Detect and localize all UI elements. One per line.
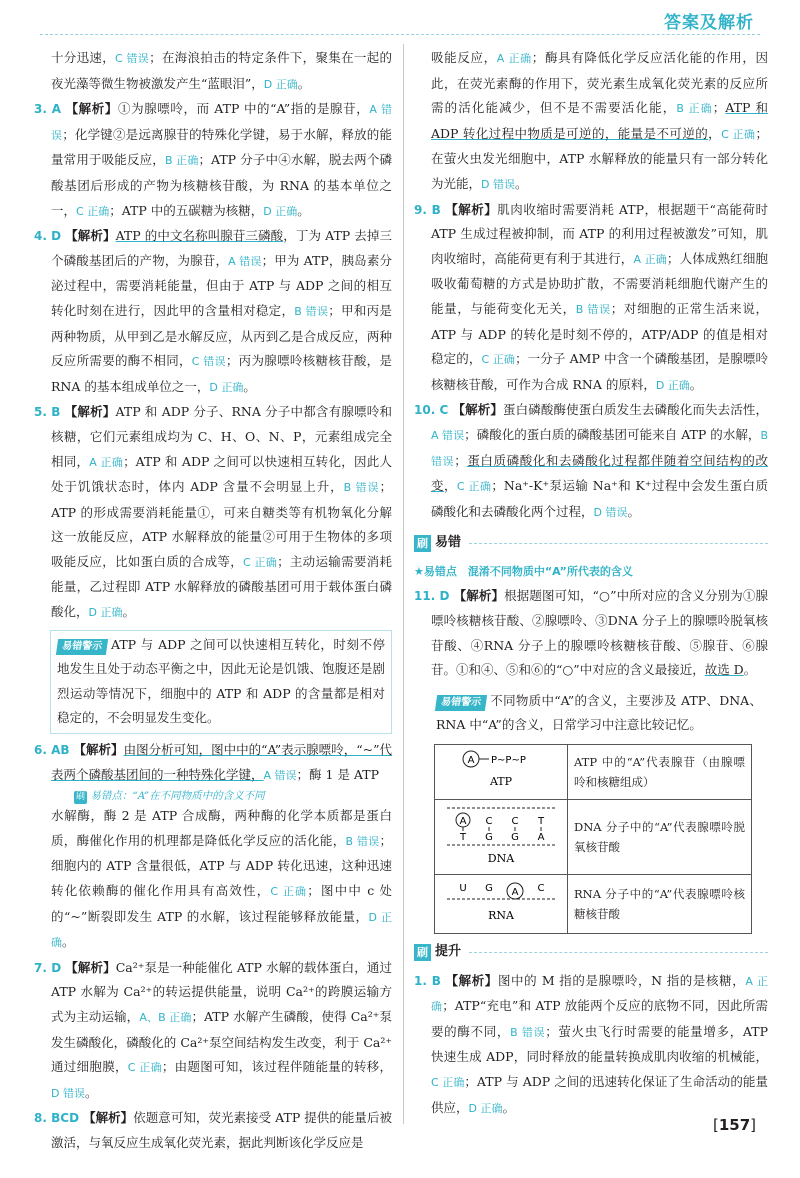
- svg-text:A: A: [511, 887, 519, 899]
- column-divider: [403, 44, 404, 1124]
- header-title: 答案及解析: [664, 13, 754, 33]
- svg-text:U: U: [459, 883, 467, 895]
- answer-6: 6. AB 【解析】由图分析可知，图中中的“A”表示腺嘌呤，“~”代表两个磷酸基团间的一种特殊化学键，A 错误；酶 1 是 ATP: [34, 742, 392, 782]
- right-column: [414, 46, 768, 1121]
- table-cell: ATP 中的“A”代表腺苷（由腺嘌呤和核糖组成）: [568, 745, 752, 800]
- a-meaning-table: [434, 744, 752, 934]
- header-divider: [40, 34, 760, 35]
- table-cell: DNA 分子中的“A”代表腺嘌呤脱氧核苷酸: [568, 800, 752, 875]
- table-row: [435, 745, 752, 800]
- answer-11: 11. D 【解析】根据题图可知，“○”中所对应的含义分别为①腺嘌呤核糖核苷酸、②腺嘌呤、③DNA 分子上的腺嘌呤脱氧核苷酸、④RNA 分子上的腺嘌呤核糖核苷酸、⑤腺苷、⑥腺苷。①和④、⑤和⑥的“○”中对应的含义最接近，故选 D。: [414, 588, 768, 678]
- svg-text:A: A: [467, 755, 475, 767]
- answer-improve-1: 1. B 【解析】图中的 M 指的是腺嘌呤，N 指的是核糖，A 正确；ATP“充电”和 ATP 放能两个反应的底物不同，因此所需要的酶不同，B 错误；萤火虫飞行时需要的能量增多，ATP 快速生成 ADP，同时释放的能量转换成肌肉收缩的机械能，C 正确；ATP 与 ADP 之间的迅速转化保证了生命活动的能量供应，D 正确。: [414, 972, 769, 1115]
- answer-10: 10. C 【解析】蛋白磷酸酶使蛋白质发生去磷酸化而失去活性，A 错误；磷酸化的蛋白质的磷酸基团可能来自 ATP 的水解，B 错误；蛋白质磷酸化和去磷酸化过程都伴随着空间结构的改变，C 正确；Na⁺-K⁺泵运输 Na⁺和 K⁺过程中会发生蛋白质磷酸化和去磷酸化两个过程，D 错误。: [414, 402, 768, 519]
- section-title: 易错: [435, 535, 462, 551]
- svg-text:C: C: [537, 883, 545, 895]
- table-row: [435, 875, 752, 934]
- svg-text:ATP: ATP: [489, 775, 513, 789]
- page-number: [157]: [712, 1116, 756, 1134]
- svg-text:G: G: [485, 832, 493, 844]
- rna-figure: [435, 875, 568, 934]
- error-point-icon: 刷: [75, 792, 85, 803]
- error-focus-line: ★易错点 混淆不同物质中“A”所代表的含义: [414, 564, 633, 578]
- table-row: [435, 800, 752, 875]
- svg-text:C: C: [485, 816, 493, 828]
- error-tip-text: ATP 与 ADP 之间可以快速相互转化，时刻不停地发生且处于动态平衡之中，因此无论是饥饿、饱腹还是剧烈运动等情况下，细胞中的 ATP 和 ADP 的含量都是相对稳定的，不会明显发生变化。: [57, 636, 385, 726]
- svg-text:C: C: [511, 816, 519, 828]
- left-column: [34, 46, 392, 1156]
- error-tip-text: 不同物质中“A”的含义，主要涉及 ATP、DNA、RNA 中“A”的含义，日常学习中注意比较记忆。: [436, 692, 762, 733]
- dna-diagram: [441, 802, 561, 866]
- svg-text:G: G: [511, 832, 519, 844]
- dna-figure: [435, 800, 568, 875]
- error-point-note: 刷 易错点：“A”在不同物质中的含义不同: [75, 790, 265, 803]
- brush-icon: 刷: [414, 535, 431, 552]
- svg-text:A: A: [459, 816, 467, 828]
- error-tip-tag: 易错警示: [435, 695, 487, 711]
- answer-9: 9. B 【解析】肌肉收缩时需要消耗 ATP，根据题干“高能荷时 ATP 生成过程被抑制，而 ATP 的利用过程被激发”可知，肌肉收缩时，高能荷更有利于其进行，A 正确；人体成熟红细胞吸收葡萄糖的方式是协助扩散，不需要消耗细胞代谢产生的能量，与能荷变化无关，B 错误；对细胞的正常生活来说，ATP 与 ADP 的转化是时刻不停的，ATP/ADP 的值是相对稳定的，C 正确；一分子 AMP 中含一个磷酸基团，是腺嘌呤核糖核苷酸，可作为合成 RNA 的原料，D 正确。: [414, 201, 768, 392]
- error-tip-tag: 易错警示: [56, 639, 108, 655]
- atp-figure: [435, 745, 568, 800]
- paragraph: 吸能反应，A 正确；酶具有降低化学反应活化能的作用，因此，在荧光素酶的作用下，荧光素生成氧化荧光素的反应所需的活化能减少，但不是不需要活化能，B 正确；ATP 和 ADP 转化过程中物质是可逆的，能量是不可逆的，C 正确；在萤火虫发光细胞中，ATP 水解释放的能量只有一部分转化为光能，D 错误。: [431, 50, 768, 191]
- rna-diagram: [441, 877, 561, 925]
- svg-text:DNA: DNA: [487, 852, 515, 866]
- table-cell: RNA 分子中的“A”代表腺嘌呤核糖核苷酸: [568, 875, 752, 934]
- answer-5: 5. B 【解析】ATP 和 ADP 分子、RNA 分子中都含有腺嘌呤和核糖，它们元素组成均为 C、H、O、N、P，元素组成完全相同，A 正确；ATP 和 ADP 之间可以快速相互转化，因此人处于饥饿状态时，体内 ADP 含量不会明显上升，B 错误；ATP 的形成需要消耗能量①，可来自糖类等有机物氧化分解这一放能反应，ATP 水解释放的能量②可用于生物体的多项吸能反应，比如蛋白质的合成等，C 正确；主动运输需要消耗能量，乙过程即 ATP 水解释放的磷酸基团可用于载体蛋白磷酸化，D 正确。: [34, 404, 392, 620]
- svg-text:P~P~P: P~P~P: [491, 755, 526, 767]
- svg-text:A: A: [537, 832, 545, 844]
- answer-8: 8. BCD 【解析】依题意可知，荧光素接受 ATP 提供的能量后被激活，与氧反应生成氧化荧光素，据此判断该化学反应是: [34, 1110, 392, 1150]
- answer-3: 3. A 【解析】①为腺嘌呤，而 ATP 中的“A”指的是腺苷，A 错误；化学键②是远离腺苷的特殊化学键，易于水解，释放的能量常用于吸能反应，B 正确；ATP 分子中④水解，脱去两个磷酸基团后形成的产物为核糖核苷酸，为 RNA 的基本单位之一，C 正确；ATP 中的五碳糖为核糖，D 正确。: [34, 101, 392, 218]
- svg-text:RNA: RNA: [488, 909, 514, 923]
- atp-diagram: [441, 747, 561, 791]
- answer-4: 4. D 【解析】ATP 的中文名称叫腺苷三磷酸，丁为 ATP 去掉三个磷酸基团后的产物，为腺苷，A 错误；甲为 ATP，胰岛素分泌过程中，需要消耗能量，但由于 ATP 与 ADP 之间的相互转化时刻在进行，因此甲的含量相对稳定，B 错误；甲和丙是两种物质，从甲到乙是水解反应，从丙到乙是合成反应，两种反应所需要的酶不相同，C 错误；丙为腺嘌呤核糖核苷酸，是 RNA 的基本组成单位之一，D 正确。: [34, 228, 392, 394]
- paragraph: 水解酶，酶 2 是 ATP 合成酶，两种酶的化学本质都是蛋白质，酶催化作用的机理都是降低化学反应的活化能，B 错误；细胞内的 ATP 含量很低，ATP 与 ADP 转化迅速，这种迅速转化依赖酶的催化作用具有高效性，C 正确；图中中 c 处的“~”断裂即发生 ATP 的水解，该过程能够释放能量，D 正确。: [51, 808, 393, 950]
- section-header-errors: [414, 531, 768, 556]
- svg-text:T: T: [459, 832, 467, 844]
- svg-text:T: T: [537, 816, 545, 828]
- svg-text:G: G: [485, 883, 493, 895]
- section-title: 提升: [435, 944, 462, 960]
- brush-icon: 刷: [414, 944, 431, 961]
- error-tip-box: [50, 630, 392, 734]
- section-header-improve: [414, 940, 768, 965]
- error-tip-box: [430, 687, 768, 740]
- paragraph: 十分迅速，C 错误；在海浪拍击的特定条件下，聚集在一起的夜光藻等微生物被激发产生“蓝眼泪”，D 正确。: [51, 50, 392, 91]
- answer-7: 7. D 【解析】Ca²⁺泵是一种能催化 ATP 水解的载体蛋白，通过 ATP 水解为 Ca²⁺的转运提供能量，说明 Ca²⁺的跨膜运输方式为主动运输，A、B 正确；ATP 水解产生磷酸，使得 Ca²⁺泵发生磷酸化，磷酸化的 Ca²⁺泵空间结构发生改变，利于 Ca²⁺通过细胞膜，C 正确；由题图可知，该过程伴随能量的转移，D 错误。: [34, 959, 392, 1100]
